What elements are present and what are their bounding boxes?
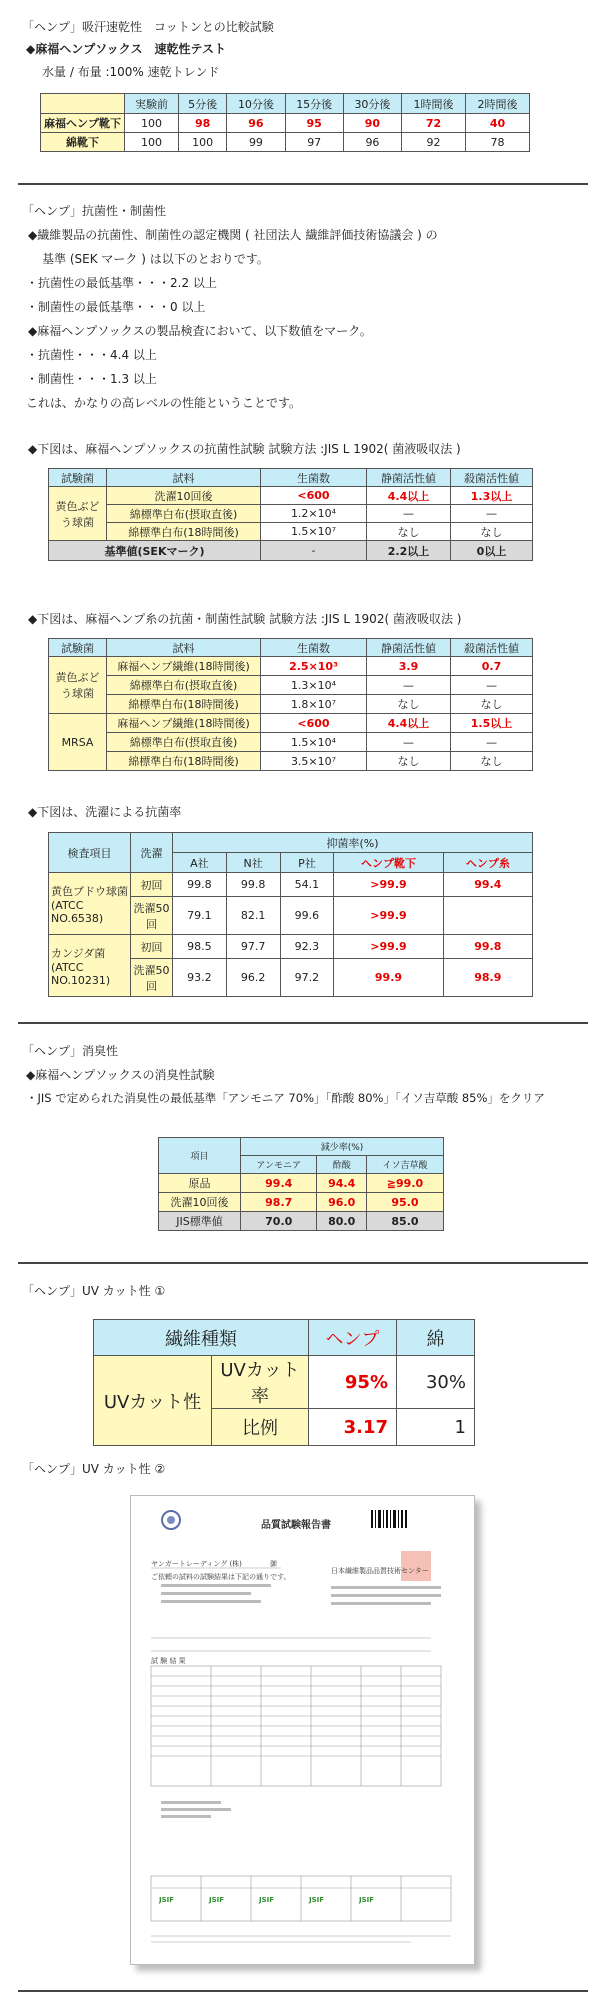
table-header: 実験前 [125, 94, 179, 114]
table-cell: 洗濯50回 [131, 897, 173, 935]
table-cell: 93.2 [173, 959, 227, 997]
table-cell: 初回 [131, 873, 173, 897]
table-row [94, 1356, 475, 1409]
table-cell: 98.5 [173, 935, 227, 959]
table-row [49, 873, 533, 897]
text-line: ◆麻福ヘンプソックスの製品検査において、以下数値をマーク。 [28, 324, 372, 338]
table-cell: 72 [402, 114, 466, 133]
table-header: 酢酸 [317, 1156, 367, 1174]
table-cell: — [367, 676, 451, 695]
table-cell: 99.8 [443, 935, 532, 959]
section-title-uv-1: 「ヘンプ」UV カット性 ① [22, 1284, 166, 1298]
report-heading: 品質試験報告書 [261, 1520, 331, 1531]
table-header: ヘンプ糸 [443, 853, 532, 873]
table-cell: 1.3以上 [451, 487, 533, 505]
wash-rate-table-title: ◆下図は、洗濯による抗菌率 [28, 805, 182, 819]
table-cell: 96 [343, 133, 401, 152]
table-row [41, 114, 530, 133]
table-cell: 90 [343, 114, 401, 133]
table-cell: 綿標準白布(18時間後) [107, 695, 261, 714]
table-cell: 97.2 [280, 959, 334, 997]
table-cell: 3.17 [309, 1409, 397, 1446]
table-cell: 綿標準白布(摂取直後) [107, 676, 261, 695]
table-row [49, 657, 533, 676]
section-title-uv-2: 「ヘンプ」UV カット性 ② [22, 1462, 166, 1476]
table-row [49, 541, 533, 561]
table-cell: なし [367, 523, 451, 541]
divider [18, 1990, 588, 1992]
table-cell: 40 [466, 114, 530, 133]
table-header: 30分後 [343, 94, 401, 114]
report-issuer: 日本繊維製品品質技術センター [331, 1567, 429, 1575]
deodorant-subtitle: ◆麻福ヘンプソックスの消臭性試験 [26, 1068, 215, 1082]
jsif-logo: JSIF [259, 1896, 275, 1904]
text-line: ・抗菌性・・・4.4 以上 [26, 348, 157, 362]
table-header: N社 [226, 853, 280, 873]
table-cell: 基準値(SEKマーク) [49, 541, 261, 561]
table-cell: 2.2以上 [367, 541, 451, 561]
table-header: ヘンプ [309, 1320, 397, 1356]
table-cell: 95.0 [366, 1193, 443, 1212]
table-cell: 原品 [159, 1174, 241, 1193]
table-header: 殺菌活性値 [451, 639, 533, 657]
quick-dry-note: 水量 / 布量 :100% 速乾トレンド [42, 65, 220, 79]
table-cell: 98.9 [443, 959, 532, 997]
table-header: 試験菌 [49, 469, 107, 487]
table-cell: 79.1 [173, 897, 227, 935]
table-cell: 99 [227, 133, 285, 152]
table-header: 静菌活性値 [367, 469, 451, 487]
quick-dry-subtitle: ◆麻福ヘンプソックス 速乾性テスト [26, 42, 227, 56]
table-cell: 70.0 [241, 1212, 317, 1231]
text-line: ・制菌性の最低基準・・・0 以上 [26, 300, 206, 314]
table-row [49, 523, 533, 541]
table-cell: 94.4 [317, 1174, 367, 1193]
divider [18, 1022, 588, 1024]
table-cell: 99.8 [173, 873, 227, 897]
table-cell: 綿標準白布(18時間後) [107, 752, 261, 771]
table-header: 静菌活性値 [367, 639, 451, 657]
table-cell: 2.5×10³ [261, 657, 367, 676]
report-intro: ご依頼の試料の試験結果は下記の通りです。 [151, 1573, 291, 1581]
table-header: アンモニア [241, 1156, 317, 1174]
table-header: 試験菌 [49, 639, 107, 657]
table-header: イソ吉草酸 [366, 1156, 443, 1174]
table-cell: ≧99.0 [366, 1174, 443, 1193]
table-cell: 97 [285, 133, 343, 152]
table-cell: 100 [125, 133, 179, 152]
table-row [49, 935, 533, 959]
bacteria-cell: カンジダ菌(ATCC NO.10231) [49, 935, 131, 997]
table-header: 減少率(%) [241, 1138, 444, 1156]
table-header: 1時間後 [402, 94, 466, 114]
table-cell: 綿標準白布(摂取直後) [107, 505, 261, 523]
table-cell: - [261, 541, 367, 561]
table-header: 抑菌率(%) [173, 833, 533, 853]
table-row [49, 505, 533, 523]
table-cell: JIS標準値 [159, 1212, 241, 1231]
table-cell: 99.6 [280, 897, 334, 935]
table-cell: >99.9 [334, 935, 443, 959]
antibacterial-table [48, 468, 533, 561]
table-cell: 1 [397, 1409, 475, 1446]
table-cell: <600 [261, 714, 367, 733]
table-cell: 4.4以上 [367, 487, 451, 505]
table-cell: なし [451, 695, 533, 714]
table-cell: 30% [397, 1356, 475, 1409]
table-header: 生菌数 [261, 469, 367, 487]
text-line: ・抗菌性の最低基準・・・2.2 以上 [26, 276, 217, 290]
quick-dry-table [40, 93, 530, 152]
table-cell: 洗濯10回後 [159, 1193, 241, 1212]
table-cell: 麻福ヘンプ繊維(18時間後) [107, 714, 261, 733]
text-line: 基準 (SEK マーク ) は以下のとおりです。 [42, 252, 269, 266]
bacteria-cell: 黄色ブドウ球菌(ATCC NO.6538) [49, 873, 131, 935]
table-cell: 綿標準白布(摂取直後) [107, 733, 261, 752]
table-header: 試料 [107, 469, 261, 487]
table-cell: 82.1 [226, 897, 280, 935]
table-row [49, 487, 533, 505]
table-cell: — [367, 505, 451, 523]
table-cell: — [451, 676, 533, 695]
table-header: 洗濯 [131, 833, 173, 873]
table-row [41, 133, 530, 152]
table-row [49, 752, 533, 771]
section-title-deodorant: 「ヘンプ」消臭性 [22, 1044, 119, 1058]
table-cell: — [451, 505, 533, 523]
table-cell: 4.4以上 [367, 714, 451, 733]
table-header: 生菌数 [261, 639, 367, 657]
text-line: ・制菌性・・・1.3 以上 [26, 372, 157, 386]
table-cell: 99.4 [241, 1174, 317, 1193]
table-row [49, 695, 533, 714]
table-row [49, 714, 533, 733]
table-cell: 綿標準白布(18時間後) [107, 523, 261, 541]
jsif-logo: JSIF [159, 1896, 175, 1904]
table-row [159, 1193, 444, 1212]
table-cell: 78 [466, 133, 530, 152]
table-cell: 92 [402, 133, 466, 152]
table-cell: 洗濯50回 [131, 959, 173, 997]
table-cell: 99.8 [226, 873, 280, 897]
table-cell: 92.3 [280, 935, 334, 959]
table-cell: 麻福ヘンプ繊維(18時間後) [107, 657, 261, 676]
uv-group-cell: UVカット性 [94, 1356, 212, 1446]
antibacterial-yarn-table [48, 638, 533, 771]
table-header: 10分後 [227, 94, 285, 114]
table-cell: 0以上 [451, 541, 533, 561]
table-cell: >99.9 [334, 897, 443, 935]
table-row [49, 676, 533, 695]
table-cell: — [367, 733, 451, 752]
table-cell: 99.9 [334, 959, 443, 997]
section-title-antibacterial: 「ヘンプ」抗菌性・制菌性 [22, 204, 167, 218]
uv-cut-table [93, 1319, 475, 1446]
table-cell: 96 [227, 114, 285, 133]
table-cell: UVカット率 [212, 1356, 309, 1409]
bacteria-cell: 黄色ぶどう球菌 [49, 657, 107, 714]
table-header: P社 [280, 853, 334, 873]
table-header: 綿 [397, 1320, 475, 1356]
bacteria-cell: 黄色ぶどう球菌 [49, 487, 107, 541]
table-cell: 3.9 [367, 657, 451, 676]
table-cell: 1.3×10⁴ [261, 676, 367, 695]
table-cell: 比例 [212, 1409, 309, 1446]
table-header: 5分後 [179, 94, 227, 114]
table-header: 項目 [159, 1138, 241, 1174]
table-cell: 1.5×10⁷ [261, 523, 367, 541]
table-cell: 96.0 [317, 1193, 367, 1212]
table-cell: 96.2 [226, 959, 280, 997]
row-label: 綿靴下 [41, 133, 125, 152]
table-cell: 1.5以上 [451, 714, 533, 733]
table-cell: 1.2×10⁴ [261, 505, 367, 523]
table-cell: 80.0 [317, 1212, 367, 1231]
table-row [49, 733, 533, 752]
report-addressee: ヤンガートレーディング (株) 御 [151, 1560, 277, 1568]
table-cell: なし [367, 695, 451, 714]
table-cell: 98 [179, 114, 227, 133]
table-cell: 100 [125, 114, 179, 133]
table-header: 2時間後 [466, 94, 530, 114]
table-header: 繊維種類 [94, 1320, 309, 1356]
table-cell: 0.7 [451, 657, 533, 676]
table-cell: 98.7 [241, 1193, 317, 1212]
deodorant-table [158, 1137, 444, 1231]
table-cell: なし [367, 752, 451, 771]
table-cell: <600 [261, 487, 367, 505]
table-cell: 97.7 [226, 935, 280, 959]
table-cell: 初回 [131, 935, 173, 959]
jsif-logo: JSIF [359, 1896, 375, 1904]
bacteria-cell: MRSA [49, 714, 107, 771]
antibacterial-table-title: ◆下図は、麻福ヘンプソックスの抗菌性試験 試験方法 :JIS L 1902( 菌液吸収法 ) [28, 442, 461, 456]
wash-rate-table [48, 832, 533, 997]
table-cell: 洗濯10回後 [107, 487, 261, 505]
table-cell: なし [451, 752, 533, 771]
text-line: これは、かなりの高レベルの性能ということです。 [26, 396, 302, 410]
table-header: 15分後 [285, 94, 343, 114]
table-cell: なし [451, 523, 533, 541]
table-header: 検査項目 [49, 833, 131, 873]
row-label: 麻福ヘンプ靴下 [41, 114, 125, 133]
table-cell: — [451, 733, 533, 752]
table-cell: 95% [309, 1356, 397, 1409]
text-line: ◆繊維製品の抗菌性、制菌性の認定機関 ( 社団法人 繊維評価技術協議会 ) の [28, 228, 438, 242]
table-cell: 100 [179, 133, 227, 152]
table-header: 殺菌活性値 [451, 469, 533, 487]
table-cell: >99.9 [334, 873, 443, 897]
table-cell: 1.8×10⁷ [261, 695, 367, 714]
jsif-logo: JSIF [309, 1896, 325, 1904]
table-cell [443, 897, 532, 935]
table-row [159, 1212, 444, 1231]
antibacterial-yarn-table-title: ◆下図は、麻福ヘンプ糸の抗菌・制菌性試験 試験方法 :JIS L 1902( 菌液吸収法 ) [28, 612, 462, 626]
divider [18, 1262, 588, 1264]
table-cell: 99.4 [443, 873, 532, 897]
section-title-quick-dry: 「ヘンプ」吸汗速乾性 コットンとの比較試験 [22, 20, 274, 34]
quality-test-report-image [130, 1495, 475, 1965]
table-cell: 95 [285, 114, 343, 133]
report-section: 試 験 結 果 [151, 1657, 186, 1665]
table-cell: 1.5×10⁴ [261, 733, 367, 752]
table-header: ヘンプ靴下 [334, 853, 443, 873]
jsif-logo: JSIF [209, 1896, 225, 1904]
table-cell: 54.1 [280, 873, 334, 897]
deodorant-note: ・JIS で定められた消臭性の最低基準「アンモニア 70%」「酢酸 80%」「イソ吉草酸 85%」をクリア [26, 1091, 545, 1105]
divider [18, 183, 588, 185]
table-cell: 85.0 [366, 1212, 443, 1231]
table-header: 試料 [107, 639, 261, 657]
table-cell: 3.5×10⁷ [261, 752, 367, 771]
table-header: A社 [173, 853, 227, 873]
table-row [159, 1174, 444, 1193]
